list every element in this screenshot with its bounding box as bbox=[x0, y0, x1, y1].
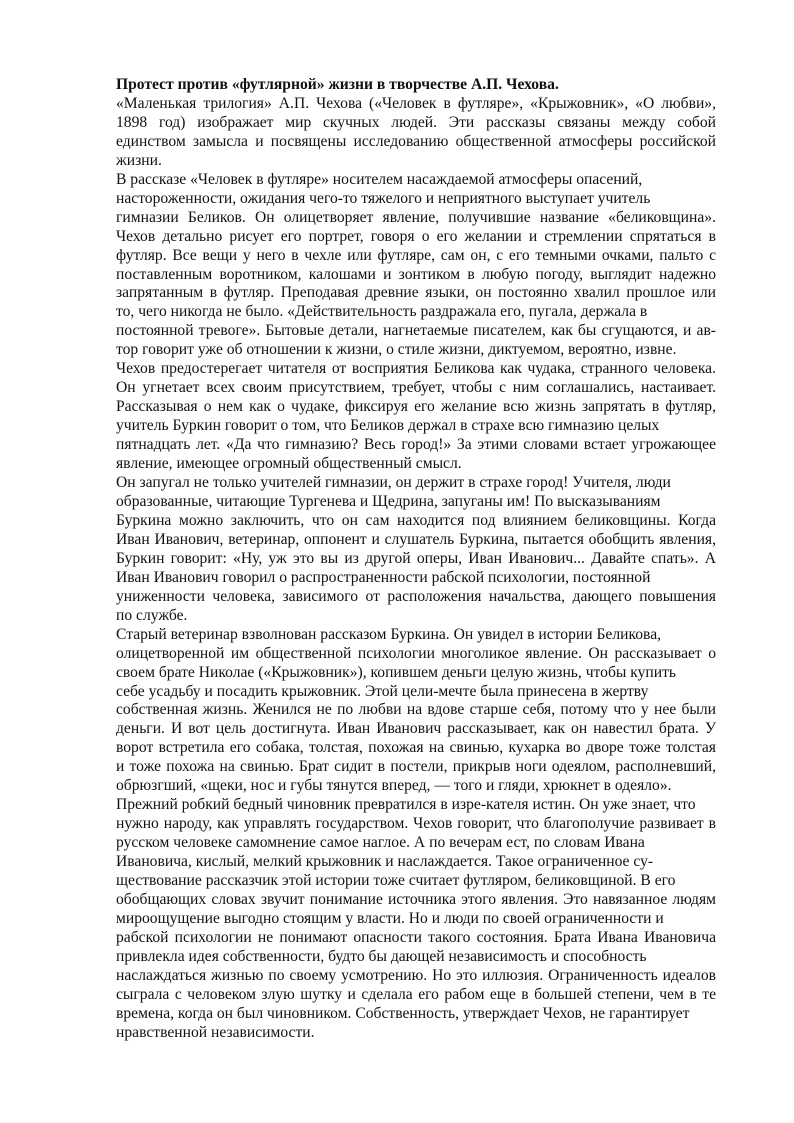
text-line: себе усадьбу и посадить крыжовник. Этой цели-мечте была принесена в жертву bbox=[116, 682, 649, 700]
text-line: то, чего никогда не было. «Действительность раздражала его, пугала, держала в bbox=[116, 303, 648, 321]
text-line: явление, имеющее огромный общественный смысл. bbox=[116, 455, 462, 473]
text-line: Рассказывая о нем как о чудаке, фиксируя его желание всю жизнь запрятать в футляр, bbox=[116, 398, 716, 416]
text-line: образованные, читающие Тургенева и Щедрина, запуганы им! По высказываниям bbox=[116, 492, 661, 510]
text-line: постоянной тревоге». Бытовые детали, нагнетаемые писателем, как бы сгущаются, и ав- bbox=[116, 322, 716, 340]
text-line: привлекла идея собственности, будто бы дающей независимость и способность bbox=[116, 947, 647, 965]
text-line: В рассказе «Человек в футляре» носителем насаждаемой атмосферы опасений, bbox=[116, 170, 643, 188]
text-line: рабской психологии не понимают опасности такого состояния. Брата Ивана Ивановича bbox=[116, 928, 716, 946]
text-line: Старый ветеринар взволнован рассказом Буркина. Он увидел в истории Беликова, bbox=[116, 625, 662, 643]
document-title: Протест против «футлярной» жизни в творчестве А.П. Чехова. bbox=[116, 76, 559, 93]
text-line: учитель Буркин говорит о том, что Беликов держал в страхе всю гимназию целых bbox=[116, 417, 660, 435]
text-line: Ивановича, кислый, мелкий крыжовник и наслаждается. Такое ограниченное су- bbox=[116, 853, 654, 871]
text-line: своем брате Николае («Крыжовник»), копившем деньги целую жизнь, чтобы купить bbox=[116, 663, 677, 681]
text-line: сыграла с человеком злую шутку и сделала его рабом еще в большей степени, чем в те bbox=[116, 985, 716, 1003]
text-line: нужно народу, как управлять государством. Чехов говорит, что благополучие развивает в bbox=[116, 815, 716, 833]
document-body bbox=[116, 95, 716, 1043]
text-line: «Маленькая трилогия» А.П. Чехова («Человек в футляре», «Крыжовник», «О любви», bbox=[116, 94, 716, 112]
text-line: времена, когда он был чиновником. Собственность, утверждает Чехов, не гарантирует bbox=[116, 1004, 690, 1022]
text-line: единством замысла и посвящены исследованию общественной атмосферы российской bbox=[116, 132, 716, 150]
text-line: Иван Иванович говорил о распространенности рабской психологии, постоянной bbox=[116, 568, 651, 586]
text-line: Он запугал не только учителей гимназии, он держит в страхе город! Учителя, люди bbox=[116, 474, 671, 492]
text-line: по службе. bbox=[116, 606, 188, 624]
text-line: нравственной независимости. bbox=[116, 1023, 315, 1041]
text-line: тор говорит уже об отношении к жизни, о стиле жизни, диктуемом, вероятно, извне. bbox=[116, 341, 677, 359]
text-line: униженности человека, зависимого от расположения начальства, дающего повышения bbox=[116, 587, 716, 605]
text-line: Буркина можно заключить, что он сам находится под влиянием беликовщины. Когда bbox=[116, 511, 716, 529]
text-line: наслаждаться жизнью по своему усмотрению. Но это иллюзия. Ограниченность идеалов bbox=[116, 966, 716, 984]
text-line: русском человеке самомнение самое наглое. А по вечерам ест, по словам Ивана bbox=[116, 834, 645, 852]
text-line: гимназии Беликов. Он олицетворяет явление, получившие название «беликовщина». bbox=[116, 208, 716, 226]
text-line: ществование рассказчик этой истории тоже считает футляром, беликовщиной. В его bbox=[116, 872, 676, 890]
text-line: Буркин говорит: «Ну, уж это вы из другой оперы, Иван Иванович... Давайте спать». А bbox=[116, 549, 716, 567]
text-line: футляр. Все вещи у него в чехле или футляре, сам он, с его темными очками, пальто с bbox=[116, 246, 716, 264]
text-line: обобщающих словах звучит понимание источника этого явления. Это навязанное людям bbox=[116, 890, 716, 908]
text-line: Он угнетает всех своим присутствием, требует, чтобы с ним соглашались, настаивает. bbox=[116, 379, 716, 397]
text-line: 1898 год) изображает мир скучных людей. Эти рассказы связаны между собой bbox=[116, 113, 716, 131]
text-line: деньги. И вот цель достигнута. Иван Иванович рассказывает, как он навестил брата. У bbox=[116, 720, 716, 738]
text-line: Чехов детально рисует его портрет, говоря о его желании и стремлении спрятаться в bbox=[116, 227, 716, 245]
text-line: поставленным воротником, калошами и зонтиком в любую погоду, выглядит надежно bbox=[116, 265, 716, 283]
text-line: пятнадцать лет. «Да что гимназию? Весь город!» За этими словами встает угрожающее bbox=[116, 436, 716, 454]
text-line: олицетворенной им общественной психологии многоликое явление. Он рассказывает о bbox=[116, 644, 716, 662]
text-line: Прежний робкий бедный чиновник превратился в изре-кателя истин. Он уже знает, что bbox=[116, 796, 696, 814]
text-line: Чехов предостерегает читателя от восприятия Беликова как чудака, странного человека. bbox=[116, 360, 716, 378]
text-line: обрюзгший, «щеки, нос и губы тянутся вперед, — того и гляди, хрюкнет в одеяло». bbox=[116, 777, 672, 795]
text-line: Иван Иванович, ветеринар, оппонент и слушатель Буркина, пытается обобщить явления, bbox=[116, 530, 716, 548]
text-line: настороженности, ожидания чего-то тяжелого и неприятного выступает учитель bbox=[116, 189, 651, 207]
text-line: ворот встретила его собака, толстая, похожая на свинью, кухарка во дворе тоже толстая bbox=[116, 739, 716, 757]
text-line: мироощущение выгодно стоящим у власти. Но и люди по своей ограниченности и bbox=[116, 909, 664, 927]
text-line: запрятанным в футляр. Преподавая древние языки, он постоянно хвалил прошлое или bbox=[116, 284, 716, 302]
text-line: жизни. bbox=[116, 151, 162, 169]
document-page bbox=[116, 76, 716, 1043]
text-line: собственная жизнь. Женился не по любви на вдове старше себя, потому что у нее были bbox=[116, 701, 716, 719]
text-line: и тоже похожа на свинью. Брат сидит в постели, прикрыв ноги одеялом, располневший, bbox=[116, 758, 716, 776]
